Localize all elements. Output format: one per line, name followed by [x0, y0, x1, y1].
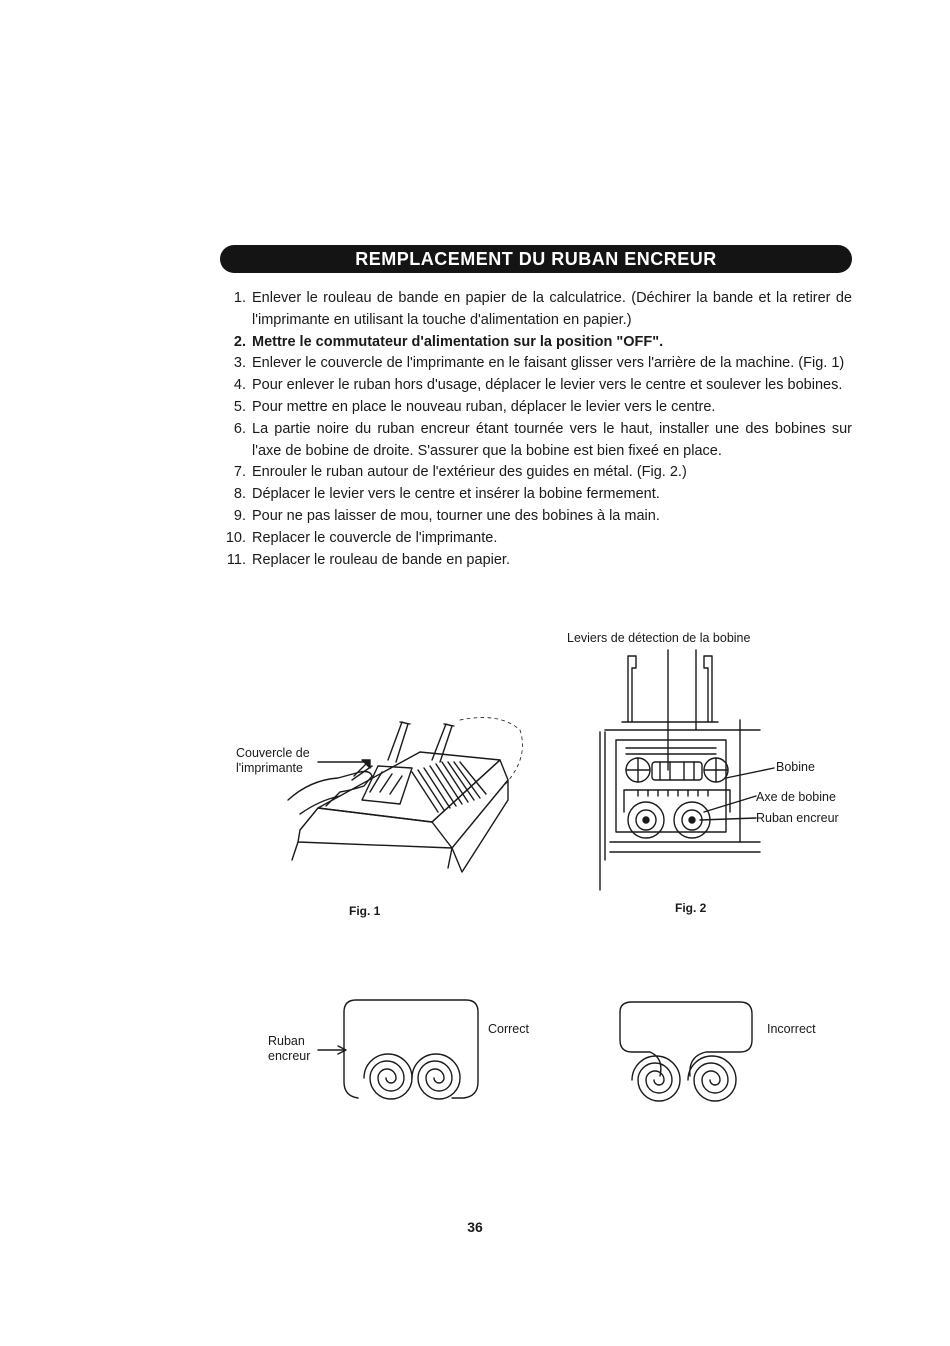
fig1-caption: Fig. 1	[349, 904, 381, 918]
step-text: Replacer le couvercle de l'imprimante.	[252, 529, 498, 546]
step-number: 11.	[226, 551, 246, 568]
step-text: Pour mettre en place le nouveau ruban, déplacer le levier vers le centre.	[252, 398, 716, 415]
label-correct: Correct	[488, 1022, 529, 1036]
label-printer-cover: Couvercle de l'imprimante	[236, 746, 310, 775]
step-number: 5.	[233, 398, 246, 415]
label-incorrect: Incorrect	[767, 1022, 816, 1036]
step-text: La partie noire du ruban encreur étant tournée vers le haut, installer une des bobines sur l'axe de bobine de droite. S'assurer que la bobine est bien fixeé en place.	[252, 420, 852, 459]
step-number: 10.	[225, 529, 246, 546]
fig1-calculator-illustration	[288, 718, 523, 872]
fig2-mechanism-illustration	[600, 650, 774, 890]
step-number: 7.	[233, 464, 246, 481]
step-number: 6.	[233, 420, 246, 437]
label-spool: Bobine	[776, 760, 815, 774]
label-spool-axis: Axe de bobine	[756, 790, 836, 804]
step-text: Enrouler le ruban autour de l'extérieur des guides en métal. (Fig. 2.)	[252, 464, 687, 481]
step-text: Déplacer le levier vers le centre et insérer la bobine fermement.	[252, 486, 660, 503]
step-text: Mettre le commutateur d'alimentation sur la position "OFF".	[252, 333, 664, 350]
step-number: 3.	[233, 355, 246, 372]
fig2-caption: Fig. 2	[675, 901, 707, 915]
label-detection-levers: Leviers de détection de la bobine	[567, 631, 751, 645]
label-ink-ribbon: Ruban encreur	[756, 811, 839, 825]
page-number: 36	[467, 1219, 483, 1235]
step-number: 9.	[233, 507, 246, 524]
step-text: Enlever le couvercle de l'imprimante en le faisant glisser vers l'arrière de la machine. (Fig. 1)	[252, 355, 845, 372]
step-text: Enlever le rouleau de bande en papier de la calculatrice. (Déchirer la bande et la retirer de l'imprimante en utilisant la touche d'alimentation en papier.)	[252, 290, 852, 328]
section-title: REMPLACEMENT DU RUBAN ENCREUR	[355, 249, 717, 269]
step-text: Replacer le rouleau de bande en papier.	[252, 551, 510, 568]
label-ribbon-fig3: Ruban encreur	[268, 1034, 311, 1063]
fig3-correct-illustration	[318, 1000, 478, 1099]
step-text: Pour enlever le ruban hors d'usage, déplacer le levier vers le centre et soulever les bobines.	[252, 377, 843, 394]
step-number: 1.	[233, 290, 246, 306]
step-number: 4.	[233, 377, 246, 394]
step-number: 8.	[233, 486, 246, 503]
step-text: Pour ne pas laisser de mou, tourner une des bobines à la main.	[252, 507, 660, 524]
step-number: 2.	[233, 333, 246, 350]
fig3-incorrect-illustration	[620, 1002, 752, 1101]
